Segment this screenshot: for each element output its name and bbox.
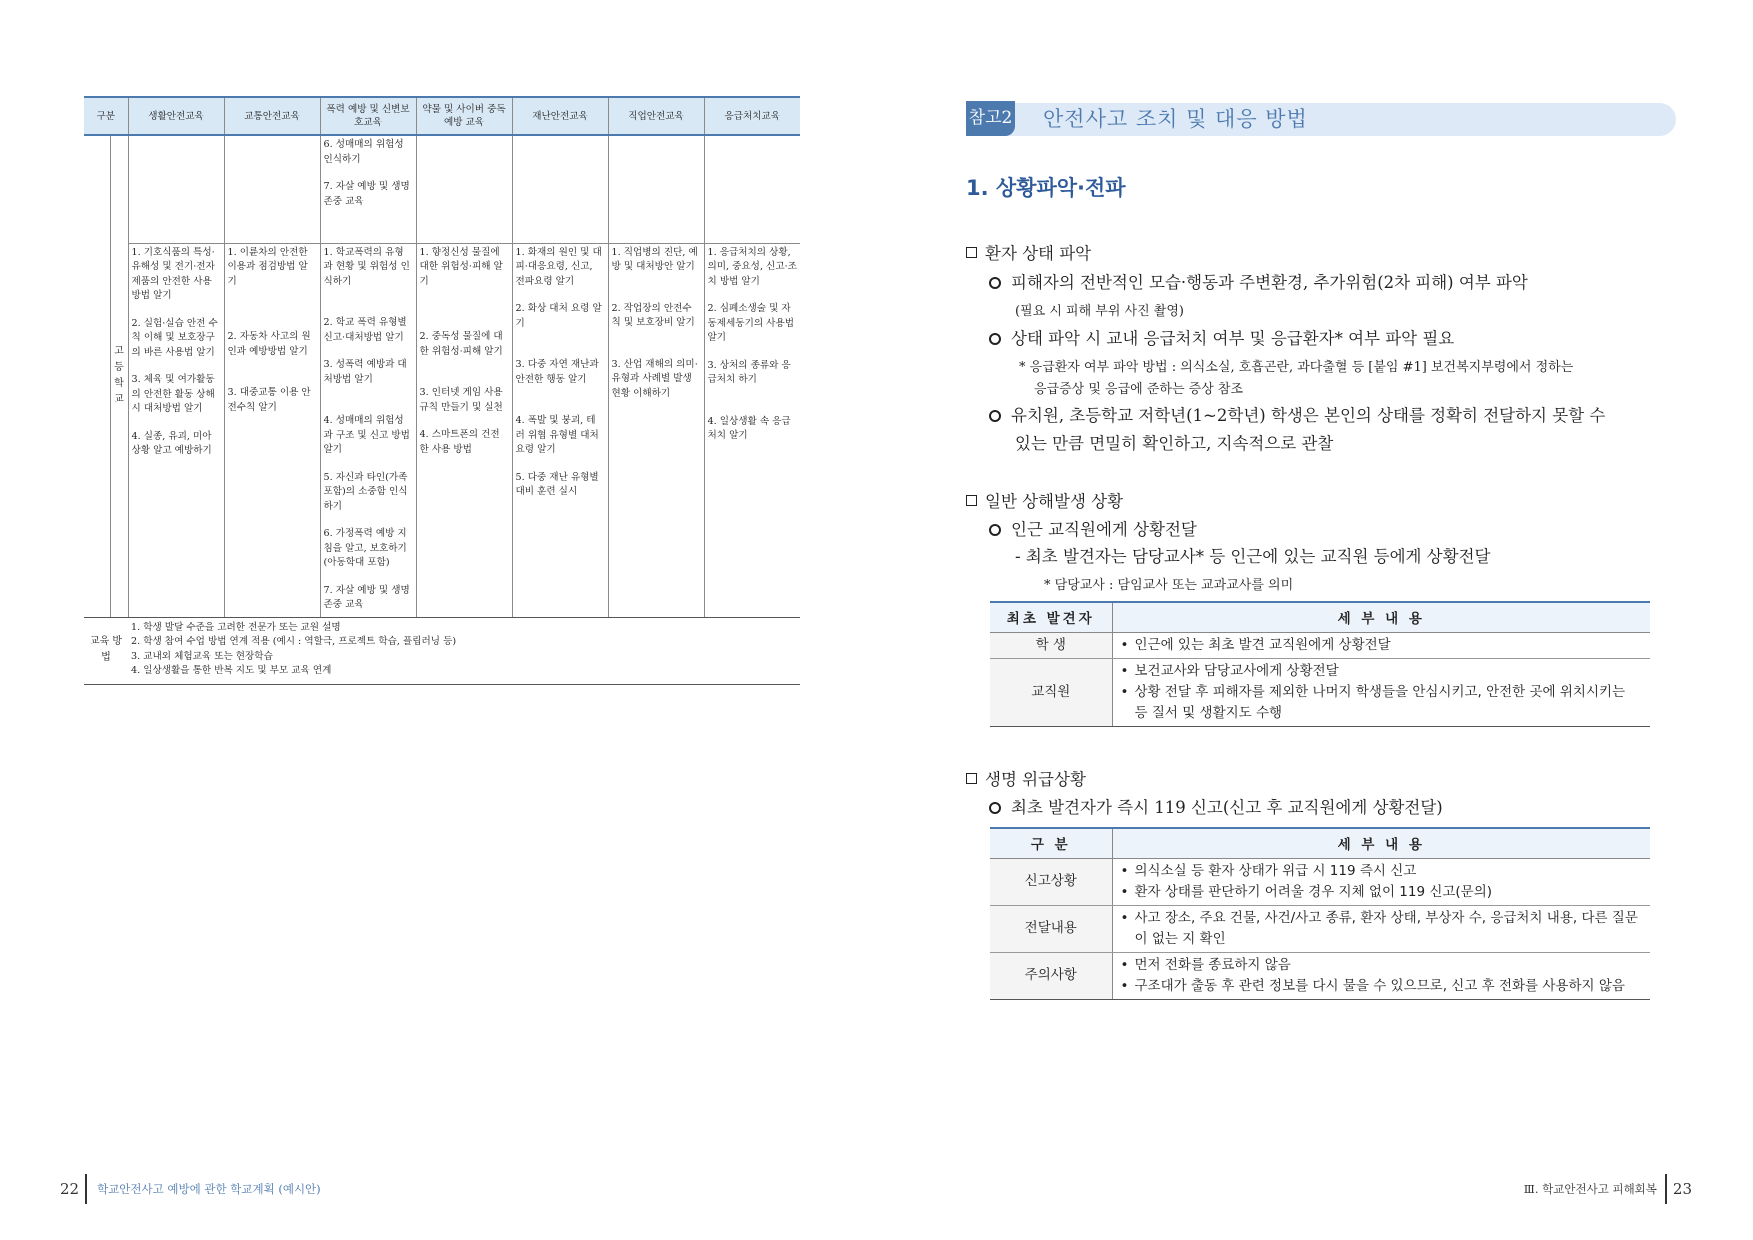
- note-text: (필요 시 피해 부위 사진 촬영): [1015, 304, 1184, 319]
- note-text: * 담당교사 : 담임교사 또는 교과교사를 의미: [1044, 578, 1294, 593]
- checkbox-square-icon: [966, 247, 977, 258]
- list-item: 7. 자살 예방 및 생명존중 교육: [323, 584, 410, 610]
- table-row: [990, 658, 1650, 726]
- list-item: 4. 성매매의 위험성과 구조 및 신고 방법 알기: [323, 415, 410, 455]
- list-item: 3. 산업 재해의 의미·유형과 사례별 발생 현황 이해하기: [611, 358, 698, 399]
- row-content: [1112, 632, 1650, 658]
- cell-r2-traffic: [224, 243, 320, 617]
- circle-bullet-icon: [989, 410, 1001, 422]
- header-violence-prevention: 폭력 예방 및 신변보호교육: [320, 97, 416, 135]
- cell-r2-drug: [416, 243, 512, 617]
- subsection-general-injury: [966, 488, 1123, 512]
- list-item: 3. 성폭력 예방과 대처방법 알기: [323, 359, 407, 385]
- list-item: 2. 실험·실습 안전 수칙 이해 및 보호장구의 바른 사용법 알기: [131, 317, 218, 358]
- header-drug-cyber: 약물 및 사이버 중독 예방 교육: [416, 97, 512, 135]
- header-life-safety: 생활안전교육: [128, 97, 224, 135]
- row-label: 전달내용: [990, 905, 1112, 952]
- list-item: 3. 다중 자연 재난과 안전한 행동 알기: [515, 359, 599, 385]
- list-item: 2. 화상 대처 요령 알기: [515, 303, 602, 329]
- header-first-aid: 응급처치교육: [704, 97, 800, 135]
- cell: [224, 135, 320, 243]
- row-content: [1112, 858, 1650, 905]
- row-label: 주의사항: [990, 952, 1112, 999]
- list-item: 5. 자신과 타인(가족 포함)의 소중함 인식하기: [323, 471, 408, 512]
- table-row: [990, 905, 1650, 952]
- table-row: [84, 243, 800, 617]
- checkbox-square-icon: [966, 773, 977, 784]
- note-text: 응급증상 및 응급에 준하는 증상 참조: [1034, 382, 1244, 397]
- cell-r2-occupational: [608, 243, 704, 617]
- table-row: [990, 858, 1650, 905]
- table-header: 구 분: [990, 828, 1112, 858]
- cell-r2-life: [128, 243, 224, 617]
- table-row: [990, 632, 1650, 658]
- list-item: • 인근에 있는 최초 발견 교직원에게 상황전달: [1120, 636, 1391, 653]
- table-header: 최초 발견자: [990, 602, 1112, 632]
- dash-item: - 최초 발견자는 담당교사* 등 인근에 있는 교직원 등에게 상황전달: [1015, 547, 1491, 566]
- footer-title-left: 학교안전사고 예방에 관한 학교계획 (예시안): [97, 1182, 321, 1196]
- circle-bullet-icon: [989, 802, 1001, 814]
- list-item: 1. 이륜차의 안전한 이용과 점검방법 알기: [227, 246, 308, 287]
- list-item: 7. 자살 예방 및 생명존중 교육: [323, 181, 410, 207]
- cell: [128, 135, 224, 243]
- emergency-report-table: [990, 827, 1650, 1000]
- list-item: • 먼저 전화를 종료하지 않음: [1120, 956, 1291, 973]
- subsection-life-emergency: [966, 766, 1086, 790]
- bullet-item-continued: 있는 만큼 면밀히 확인하고, 지속적으로 관찰: [1015, 434, 1334, 453]
- page-number-right: 23: [1665, 1174, 1692, 1204]
- cell: [704, 135, 800, 243]
- subsection-title: 환자 상태 파악: [985, 244, 1092, 263]
- list-item: 3. 인터넷 게임 사용 규칙 만들기 및 실천: [419, 387, 503, 413]
- cell-r2-first-aid: [704, 243, 800, 617]
- list-item: 1. 직업병의 진단, 예방 및 대처방안 알기: [611, 246, 698, 272]
- row-content: [1112, 658, 1650, 726]
- subsection-title: 생명 위급상황: [985, 770, 1086, 789]
- table-header-row: [990, 828, 1650, 858]
- table-header: 세 부 내 용: [1112, 828, 1650, 858]
- list-item: 5. 다중 재난 유형별 대비 훈련 실시: [515, 471, 599, 497]
- method-list: [128, 617, 800, 684]
- cell: [608, 135, 704, 243]
- row-spacer: [84, 135, 110, 617]
- header-disaster-safety: 재난안전교육: [512, 97, 608, 135]
- list-item: • 의식소실 등 환자 상태가 위급 시 119 즉시 신고: [1120, 862, 1417, 879]
- list-item: • 구조대가 출동 후 관련 정보를 다시 물을 수 있으므로, 신고 후 전화를 사용하지 않음: [1120, 977, 1625, 994]
- table-header: 세 부 내 용: [1112, 602, 1650, 632]
- bullet-item: 상태 파악 시 교내 응급처치 여부 및 응급환자* 여부 파악 필요: [989, 325, 1454, 349]
- list-item: 1. 기호식품의 특성·유해성 및 전기·전자제품의 안전한 사용 방법 알기: [131, 246, 215, 301]
- table-header-row: [990, 602, 1650, 632]
- circle-bullet-icon: [989, 333, 1001, 345]
- list-item: 1. 응급처치의 상황, 의미, 중요성, 신고·조치 방법 알기: [707, 246, 797, 287]
- cell-r1-violence: [320, 135, 416, 243]
- list-item: • 사고 장소, 주요 건물, 사건/사고 종류, 환자 상태, 부상자 수, 응급처치 내용, 다른 질문이 없는 지 확인: [1120, 909, 1638, 947]
- list-item: 3. 대중교통 이용 안전수칙 알기: [227, 387, 311, 413]
- list-item: 4. 일상생활 속 응급처치 알기: [707, 415, 791, 441]
- list-item: 1. 화재의 원인 및 대피·대응요령, 신고, 전파요령 알기: [515, 246, 602, 287]
- checkbox-square-icon: [966, 495, 977, 506]
- grade-label: 고등학교: [110, 135, 128, 617]
- circle-bullet-icon: [989, 277, 1001, 289]
- cell: [416, 135, 512, 243]
- list-item: 2. 학교 폭력 유형별 신고·대처방법 알기: [323, 317, 407, 343]
- list-item: 1. 향정신성 물질에 대한 위험성·피해 알기: [419, 246, 503, 287]
- list-item: • 환자 상태를 판단하기 어려울 경우 지체 없이 119 신고(문의): [1120, 883, 1493, 900]
- left-footer: [60, 1174, 321, 1204]
- first-finder-table: [990, 601, 1650, 727]
- row-label: 신고상황: [990, 858, 1112, 905]
- table-row: [84, 135, 800, 243]
- list-item: 6. 가정폭력 예방 지침을 알고, 보호하기(아동학대 포함): [323, 528, 407, 568]
- list-item: 2. 작업장의 안전수칙 및 보호장비 알기: [611, 302, 695, 328]
- bullet-item: 유치원, 초등학교 저학년(1~2학년) 학생은 본인의 상태를 정확히 전달하지 못할 수: [989, 402, 1605, 426]
- note-text: * 응급환자 여부 파악 방법 : 의식소실, 호흡곤란, 과다출혈 등 [붙임 #1] 보건복지부령에서 정하는: [1019, 360, 1574, 375]
- row-label: 교직원: [990, 658, 1112, 726]
- right-footer: [1524, 1174, 1692, 1204]
- list-item: 6. 성매매의 위험성 인식하기: [323, 139, 404, 165]
- list-item: 3. 상처의 종류와 응급처치 하기: [707, 359, 791, 385]
- circle-bullet-icon: [989, 524, 1001, 536]
- subsection-patient-status: [966, 240, 1091, 264]
- footer-title-right: Ⅲ. 학교안전사고 피해회복: [1523, 1182, 1657, 1196]
- row-content: [1112, 952, 1650, 999]
- bullet-item: 인근 교직원에게 상황전달: [989, 516, 1197, 540]
- subsection-title: 일반 상해발생 상황: [985, 492, 1124, 511]
- table-header-row: [84, 97, 800, 135]
- section-title: 1. 상황파악·전파: [966, 176, 1126, 200]
- list-item: 2. 심폐소생술 및 자동제세동기의 사용법 알기: [707, 303, 794, 343]
- method-label: 교육 방법: [84, 617, 128, 684]
- list-item: • 상황 전달 후 피해자를 제외한 나머지 학생들을 안심시키고, 안전한 곳에 위치시키는 등 질서 및 생활지도 수행: [1120, 683, 1626, 721]
- list-item: 2. 자동차 사고의 원인과 예방방법 알기: [227, 331, 311, 357]
- table-row: [990, 952, 1650, 999]
- list-item: 1. 학생 발달 수준을 고려한 전문가 또는 교원 설명: [131, 621, 341, 633]
- list-item: 3. 교내외 체험교육 또는 현장학습: [131, 650, 273, 662]
- row-content: [1112, 905, 1650, 952]
- row-label: 학 생: [990, 632, 1112, 658]
- method-row: [84, 617, 800, 684]
- header-category: 구분: [84, 97, 128, 135]
- list-item: 1. 학교폭력의 유형과 현황 및 위험성 인식하기: [323, 246, 410, 287]
- header-traffic-safety: 교통안전교육: [224, 97, 320, 135]
- cell-r2-disaster: [512, 243, 608, 617]
- page-number-left: 22: [60, 1174, 87, 1204]
- list-item: 2. 학생 참여 수업 방법 연계 적용 (예시 : 역할극, 프로젝트 학습, 플립러닝 등): [131, 636, 457, 647]
- header-occupational-safety: 직업안전교육: [608, 97, 704, 135]
- education-plan-table: [84, 96, 800, 685]
- list-item: 4. 실종, 유괴, 미아 상황 알고 예방하기: [131, 430, 212, 456]
- list-item: 2. 중독성 물질에 대한 위험성·피해 알기: [419, 331, 503, 357]
- reference-tag: 참고2: [966, 101, 1015, 136]
- list-item: 4. 스마트폰의 건전한 사용 방법: [419, 429, 500, 455]
- list-item: 4. 일상생활을 통한 반복 지도 및 부모 교육 연계: [131, 665, 332, 676]
- cell: [512, 135, 608, 243]
- cell-r2-violence: [320, 243, 416, 617]
- reference-title: 안전사고 조치 및 대응 방법: [1043, 107, 1308, 131]
- list-item: 3. 체육 및 여가활동의 안전한 활동 상해 시 대처방법 알기: [131, 374, 215, 414]
- bullet-item: 최초 발견자가 즉시 119 신고(신고 후 교직원에게 상황전달): [989, 794, 1443, 818]
- list-item: 4. 폭발 및 붕괴, 테러 위협 유형별 대처 요령 알기: [515, 415, 599, 455]
- list-item: • 보건교사와 담당교사에게 상황전달: [1120, 662, 1339, 679]
- bullet-item: 피해자의 전반적인 모습·행동과 주변환경, 추가위험(2차 피해) 여부 파악: [989, 269, 1528, 293]
